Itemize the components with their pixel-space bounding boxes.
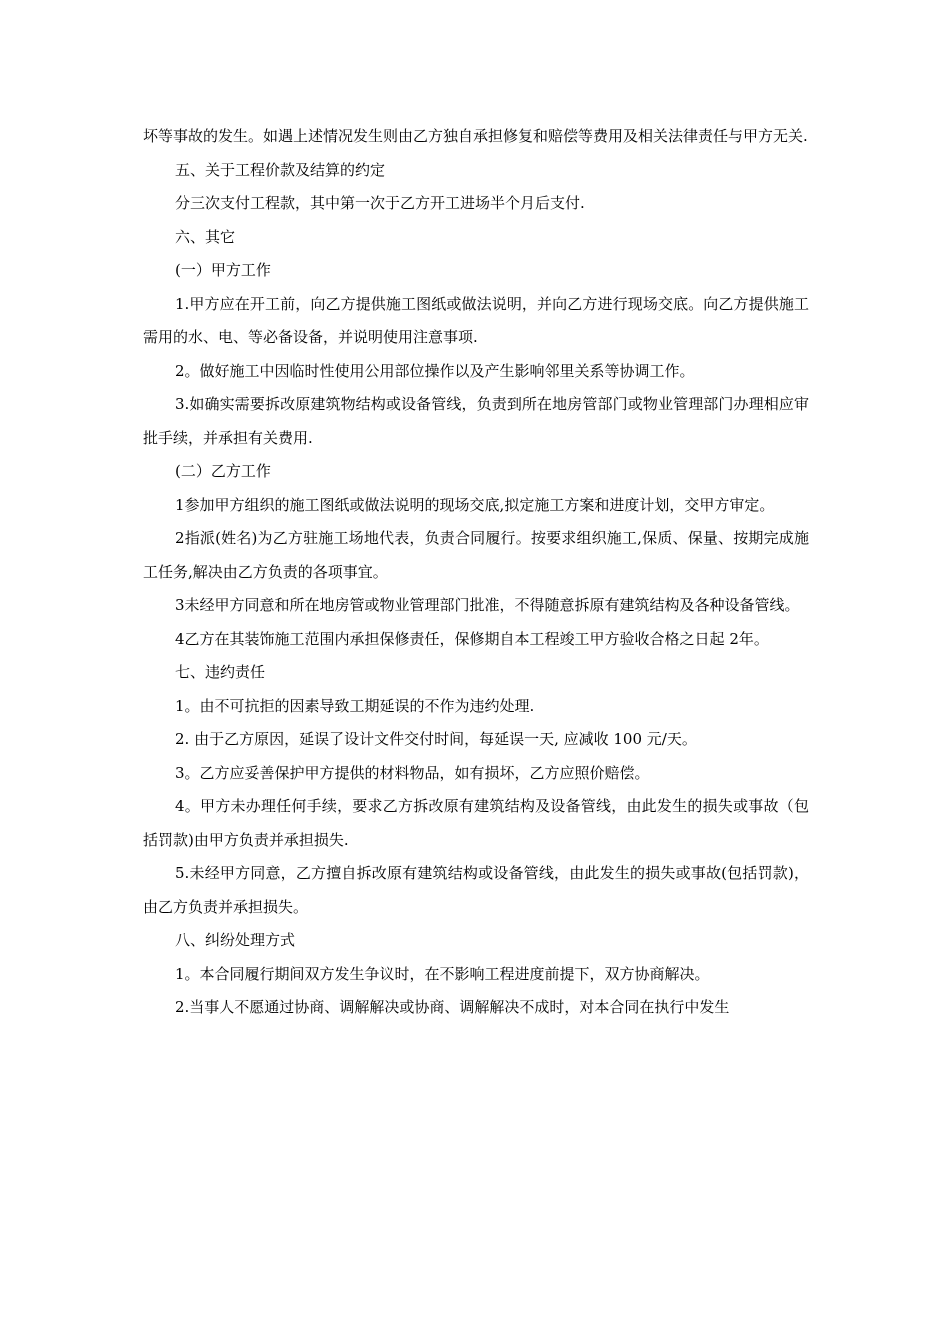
section-heading: 八、纠纷处理方式 xyxy=(175,931,296,949)
paragraph: 2指派(姓名)为乙方驻施工场地代表，负责合同履行。按要求组织施工,保质、保量、按期完成施工任务,解决由乙方负责的各项事宜。 xyxy=(143,529,809,581)
subsection-heading: (二）乙方工作 xyxy=(175,462,271,480)
section-heading: 六、其它 xyxy=(175,227,236,246)
paragraph: 3.如确实需要拆改原建筑物结构或设备管线，负责到所在地房管部门或物业管理部门办理相应审批手续，并承担有关费用. xyxy=(143,395,809,447)
section-heading: 七、违约责任 xyxy=(175,663,266,681)
paragraph: 5.未经甲方同意，乙方擅自拆改原有建筑结构或设备管线，由此发生的损失或事故(包括罚款)，由乙方负责并承担损失。 xyxy=(143,864,809,916)
paragraph: 2. 由于乙方原因，延误了设计文件交付时间，每延误一天, 应减收 100 元/天。 xyxy=(175,730,697,748)
document-body xyxy=(143,120,809,1025)
paragraph: 4。甲方未办理任何手续，要求乙方拆改原有建筑结构及设备管线，由此发生的损失或事故（包括罚款)由甲方负责并承担损失. xyxy=(143,797,809,849)
section-heading: 五、关于工程价款及结算的约定 xyxy=(175,160,386,179)
paragraph: 坏等事故的发生。如遇上述情况发生则由乙方独自承担修复和赔偿等费用及相关法律责任与甲方无关. xyxy=(143,127,808,145)
paragraph: 1参加甲方组织的施工图纸或做法说明的现场交底,拟定施工方案和进度计划，交甲方审定。 xyxy=(175,495,775,514)
paragraph: 3。乙方应妥善保护甲方提供的材料物品，如有损坏，乙方应照价赔偿。 xyxy=(175,763,650,782)
paragraph: 1.甲方应在开工前，向乙方提供施工图纸或做法说明，并向乙方进行现场交底。向乙方提供施工需用的水、电、等必备设备，并说明使用注意事项. xyxy=(143,294,809,346)
subsection-heading: (一）甲方工作 xyxy=(175,261,271,279)
paragraph: 4乙方在其装饰施工范围内承担保修责任，保修期自本工程竣工甲方验收合格之日起 2年。 xyxy=(175,629,769,648)
paragraph: 分三次支付工程款，其中第一次于乙方开工进场半个月后支付. xyxy=(175,194,585,212)
paragraph: 2。做好施工中因临时性使用公用部位操作以及产生影响邻里关系等协调工作。 xyxy=(175,361,695,380)
paragraph: 1。本合同履行期间双方发生争议时，在不影响工程进度前提下，双方协商解决。 xyxy=(175,964,710,983)
paragraph: 3未经甲方同意和所在地房管或物业管理部门批准，不得随意拆原有建筑结构及各种设备管线。 xyxy=(175,596,800,614)
paragraph: 2.当事人不愿通过协商、调解解决或协商、调解解决不成时，对本合同在执行中发生 xyxy=(175,998,730,1016)
paragraph: 1。由不可抗拒的因素导致工期延误的不作为违约处理. xyxy=(175,696,535,715)
